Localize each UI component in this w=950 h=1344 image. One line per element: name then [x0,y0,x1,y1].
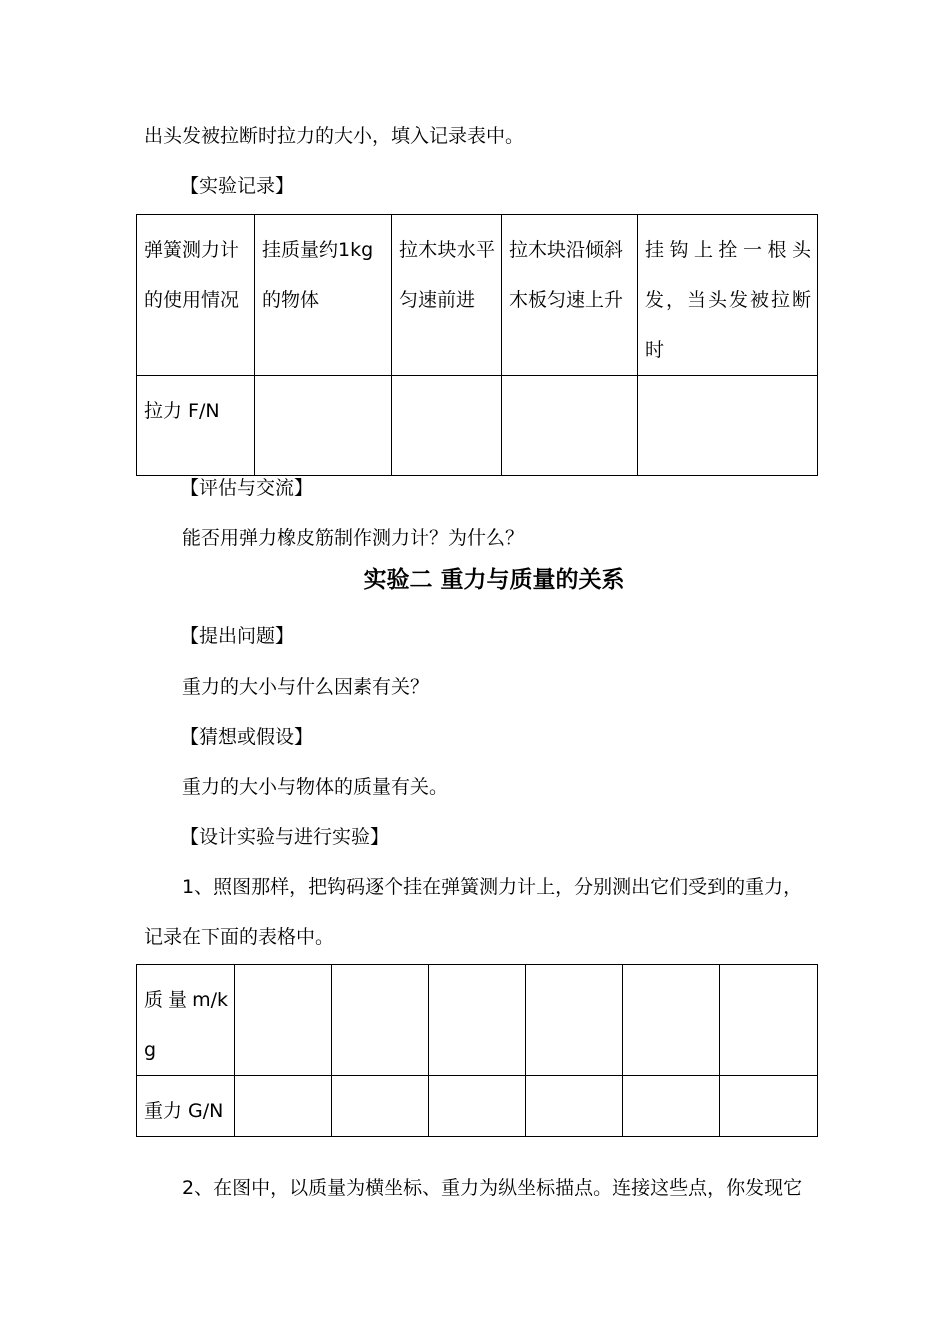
table-cell [392,376,502,476]
mass-row [137,965,818,1076]
row-label: 拉力 F/N [137,376,255,476]
table-cell [332,1076,429,1137]
table-cell: 拉木块沿倾斜木板匀速上升 [502,215,638,376]
table-cell [429,965,526,1076]
table-cell: 挂质量约1kg的物体 [255,215,392,376]
table-cell [429,1076,526,1137]
row-label: 重力 G/N [137,1076,235,1137]
record-table-force-row [137,376,818,476]
section-eval-heading: 【评估与交流】 [180,477,314,499]
intro-line: 出头发被拉断时拉力的大小，填入记录表中。 [144,125,525,147]
hypothesis-text: 重力的大小与物体的质量有关。 [182,776,449,798]
table-cell: 挂钩上拴一根头发，当头发被拉断时 [638,215,818,376]
table-cell [255,376,392,476]
table-cell [502,376,638,476]
step1-line1: 1、照图那样，把钩码逐个挂在弹簧测力计上，分别测出它们受到的重力， [182,876,803,898]
section-hypothesis-heading: 【猜想或假设】 [180,726,314,748]
table-cell [332,965,429,1076]
section-question-heading: 【提出问题】 [180,625,295,647]
table-cell [720,965,818,1076]
section-record-heading: 【实验记录】 [180,175,295,197]
table-cell [623,1076,720,1137]
weight-row [137,1076,818,1137]
record-table-header-row [137,215,818,376]
table-cell [235,1076,332,1137]
row-label: 质量m/kg [137,965,235,1076]
mass-weight-table [136,964,818,1137]
record-table [136,214,818,476]
experiment2-title: 实验二 重力与质量的关系 [363,567,625,593]
table-cell: 弹簧测力计的使用情况 [137,215,255,376]
table-cell [623,965,720,1076]
eval-question: 能否用弹力橡皮筋制作测力计？为什么？ [182,527,525,549]
table-cell [235,965,332,1076]
question-text: 重力的大小与什么因素有关？ [182,676,430,698]
table-cell [638,376,818,476]
table-cell [720,1076,818,1137]
section-design-heading: 【设计实验与进行实验】 [180,826,390,848]
step1-line2: 记录在下面的表格中。 [144,926,335,948]
table-cell: 拉木块水平匀速前进 [392,215,502,376]
step2-line: 2、在图中，以质量为横坐标、重力为纵坐标描点。连接这些点，你发现它 [182,1177,803,1199]
table-cell [526,1076,623,1137]
table-cell [526,965,623,1076]
